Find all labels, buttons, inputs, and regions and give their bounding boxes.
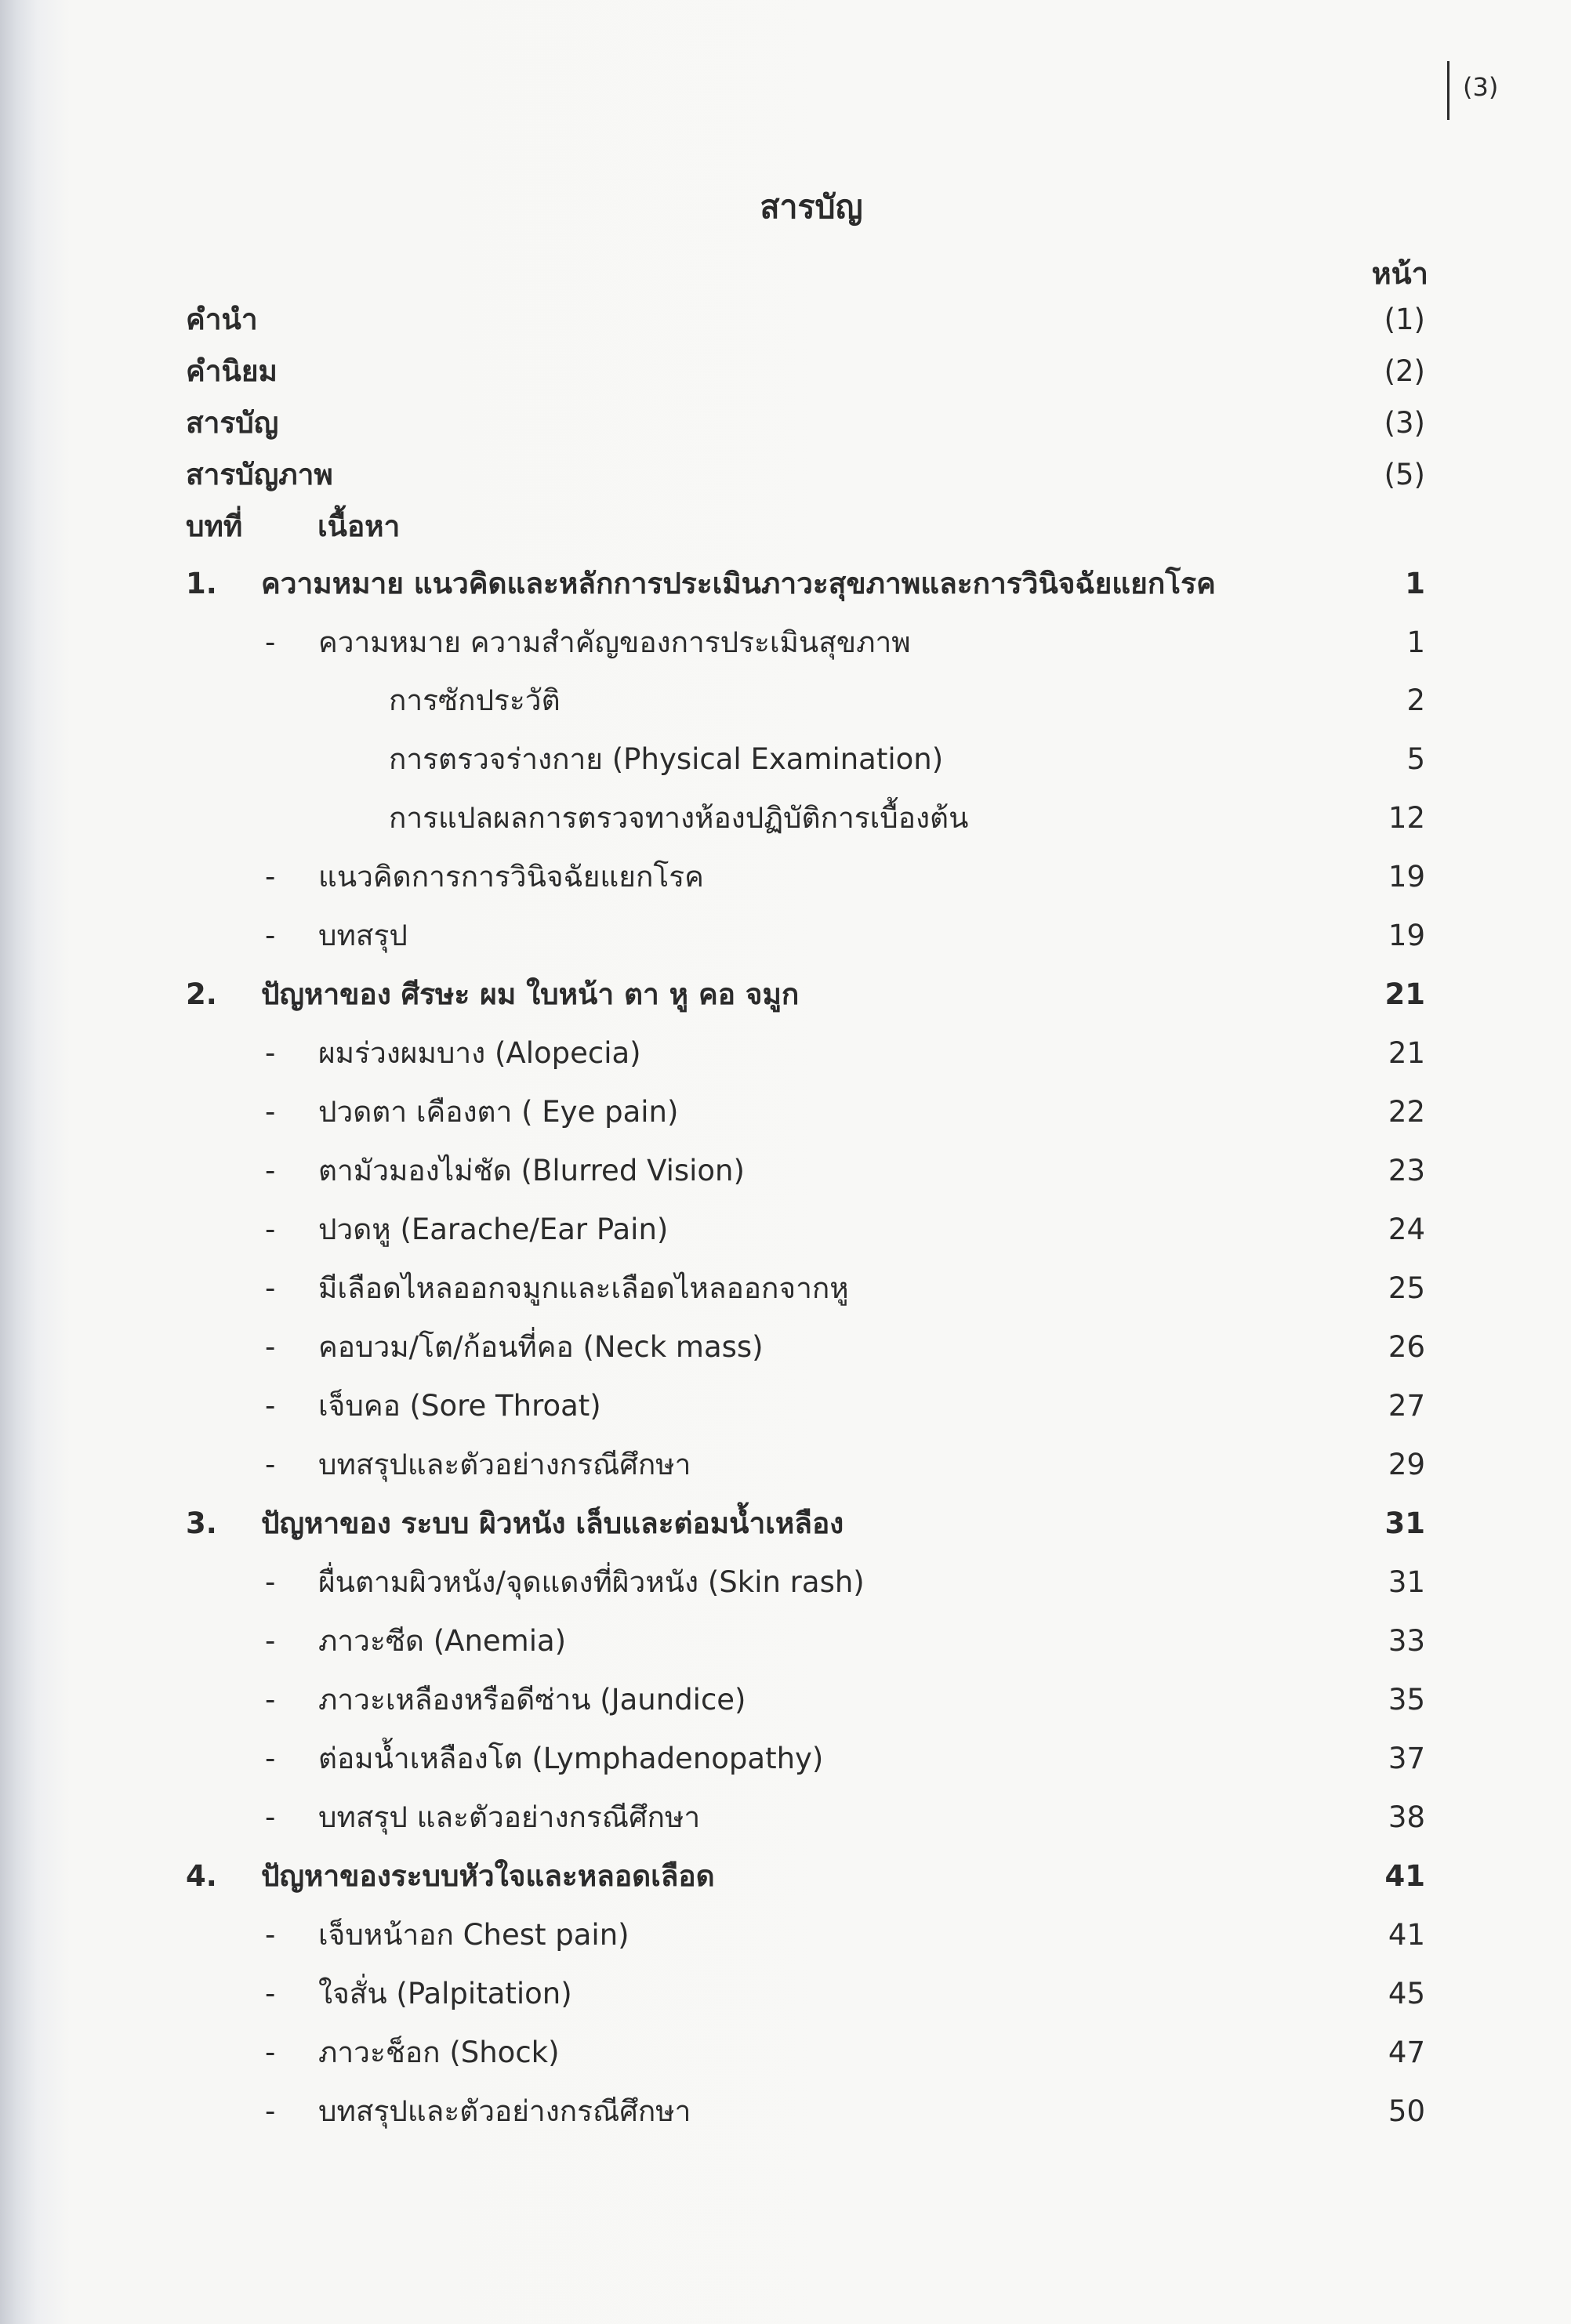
toc-entry-page: 2 [1406,683,1425,717]
toc-entry-page: 19 [1388,919,1425,952]
toc-entry-page: 31 [1384,1506,1425,1540]
toc-sub-row [0,1912,1571,1959]
toc-entry-label: ปัญหาของ ระบบ ผิวหนัง เล็บและต่อมน้ำเหลือง [261,1506,844,1540]
page-number: (3) [1463,72,1499,102]
toc-entry-page: 27 [1388,1389,1425,1423]
toc-entry-label: คอบวม/โต/ก้อนที่คอ (Neck mass) [318,1330,764,1364]
toc-sub-row [0,1147,1571,1195]
toc-entry-page: 37 [1388,1742,1425,1775]
toc-entry-page: 5 [1406,742,1425,776]
toc-entry-page: 31 [1388,1565,1425,1599]
toc-entry-page: 25 [1388,1271,1425,1305]
toc-entry-label: สารบัญภาพ [186,458,333,491]
toc-sub-row [0,1383,1571,1430]
toc-entry-label: ต่อมน้ำเหลืองโต (Lymphadenopathy) [318,1742,824,1775]
toc-entry-label: บทสรุปและตัวอย่างกรณีศึกษา [318,1448,691,1481]
toc-subsub-row [0,677,1571,724]
toc-entry-label: บทสรุปและตัวอย่างกรณีศึกษา [318,2094,691,2128]
toc-sub-row [0,1089,1571,1136]
toc-entry-label: ตามัวมองไม่ชัด (Blurred Vision) [318,1154,745,1187]
toc-chapter-row [0,1500,1571,1547]
toc-sub-row [0,1794,1571,1841]
toc-entry-label: ผมร่วงผมบาง (Alopecia) [318,1036,641,1070]
toc-entry-page: 1 [1405,567,1425,600]
bullet-dash: - [265,1977,276,2010]
toc-entry-page: 45 [1388,1977,1425,2010]
toc-subsub-row [0,795,1571,842]
toc-sub-row [0,1265,1571,1312]
toc-entry-page: 22 [1388,1095,1425,1129]
bullet-dash: - [265,1095,276,1129]
toc-entry-label: ความหมาย แนวคิดและหลักการประเมินภาวะสุขภาพและการวินิจฉัยแยกโรค [261,567,1216,600]
toc-entry-page: 21 [1384,977,1425,1011]
toc-entry-page: 41 [1388,1918,1425,1952]
bullet-dash: - [265,1213,276,1246]
chapter-number: 1. [186,567,217,600]
toc-entry-label: คำนำ [186,303,258,336]
toc-entry-page: 33 [1388,1624,1425,1658]
bullet-dash: - [265,919,276,952]
chapter-number: 3. [186,1506,217,1540]
toc-entry-label: การแปลผลการตรวจทางห้องปฏิบัติการเบื้องต้น [389,801,969,835]
toc-sub-row [0,2088,1571,2135]
toc-sub-row [0,1559,1571,1606]
toc-entry-label: ภาวะเหลืองหรือดีซ่าน (Jaundice) [318,1683,746,1717]
toc-front-row [0,296,1571,343]
toc-entry-page: 23 [1388,1154,1425,1187]
toc-entry-label: เจ็บคอ (Sore Throat) [318,1389,601,1423]
chapter-column-header [0,503,1571,550]
toc-entry-page: (1) [1384,303,1425,336]
toc-front-row [0,348,1571,395]
toc-sub-row [0,2029,1571,2076]
bullet-dash: - [265,1154,276,1187]
toc-sub-row [0,1324,1571,1371]
toc-entry-label: การตรวจร่างกาย (Physical Examination) [389,742,944,776]
toc-entry-label: การซักประวัติ [389,683,561,717]
toc-entry-label: ผื่นตามผิวหนัง/จุดแดงที่ผิวหนัง (Skin rash) [318,1565,865,1599]
toc-entry-label: บทสรุป [318,919,408,952]
bullet-dash: - [265,1800,276,1834]
bullet-dash: - [265,1389,276,1423]
toc-front-row [0,451,1571,499]
toc-entry-page: 21 [1388,1036,1425,1070]
toc-sub-row [0,1735,1571,1782]
toc-entry-page: 19 [1388,860,1425,894]
bullet-dash: - [265,1330,276,1364]
toc-sub-row [0,854,1571,901]
chapter-number: 4. [186,1859,217,1893]
toc-chapter-row [0,1853,1571,1900]
toc-entry-page: 24 [1388,1213,1425,1246]
bullet-dash: - [265,1918,276,1952]
bullet-dash: - [265,1036,276,1070]
toc-entry-label: บทสรุป และตัวอย่างกรณีศึกษา [318,1800,701,1834]
bullet-dash: - [265,1271,276,1305]
toc-entry-page: (2) [1384,354,1425,388]
toc-sub-row [0,1441,1571,1488]
toc-sub-row [0,1971,1571,2018]
toc-entry-label: ปวดหู (Earache/Ear Pain) [318,1213,669,1246]
page-column-header: หน้า [1371,256,1428,291]
toc-sub-row [0,1677,1571,1724]
bullet-dash: - [265,860,276,894]
toc-subsub-row [0,736,1571,783]
page-number-rule [1447,61,1449,120]
toc-entry-label: แนวคิดการการวินิจฉัยแยกโรค [318,860,704,894]
toc-sub-row [0,619,1571,666]
toc-entry-page: (5) [1384,458,1425,491]
toc-entry-page: 12 [1388,801,1425,835]
toc-sub-row [0,1206,1571,1253]
toc-entry-label: ความหมาย ความสำคัญของการประเมินสุขภาพ [318,625,911,659]
toc-entry-page: 35 [1388,1683,1425,1717]
content-header-label: เนื้อหา [317,509,401,543]
toc-entry-page: 26 [1388,1330,1425,1364]
toc-entry-label: ปัญหาของระบบหัวใจและหลอดเลือด [261,1859,715,1893]
toc-entry-label: ภาวะซีด (Anemia) [318,1624,567,1658]
toc-entry-label: ใจสั่น (Palpitation) [318,1977,572,2010]
bullet-dash: - [265,625,276,659]
toc-chapter-row [0,971,1571,1018]
toc-entry-page: 1 [1406,625,1425,659]
bullet-dash: - [265,2036,276,2069]
toc-entry-label: เจ็บหน้าอก Chest pain) [318,1918,629,1952]
toc-entry-page: 29 [1388,1448,1425,1481]
bullet-dash: - [265,2094,276,2128]
toc-front-row [0,400,1571,447]
toc-sub-row [0,1618,1571,1665]
toc-chapter-row [0,560,1571,607]
toc-entry-label: สารบัญ [186,406,279,440]
toc-entry-page: 41 [1384,1859,1425,1893]
toc-sub-row [0,1030,1571,1077]
toc-entry-label: คำนิยม [186,354,278,388]
bullet-dash: - [265,1624,276,1658]
bullet-dash: - [265,1742,276,1775]
toc-sub-row [0,912,1571,959]
bullet-dash: - [265,1565,276,1599]
bullet-dash: - [265,1683,276,1717]
toc-entry-label: มีเลือดไหลออกจมูกและเลือดไหลออกจากหู [318,1271,849,1305]
bullet-dash: - [265,1448,276,1481]
chapter-number: 2. [186,977,217,1011]
toc-title: สารบัญ [760,188,863,226]
toc-entry-page: 38 [1388,1800,1425,1834]
toc-entry-label: ปวดตา เคืองตา ( Eye pain) [318,1095,679,1129]
toc-entry-label: ภาวะช็อก (Shock) [318,2036,560,2069]
toc-entry-page: 47 [1388,2036,1425,2069]
toc-entry-page: 50 [1388,2094,1425,2128]
toc-entry-label: ปัญหาของ ศีรษะ ผม ใบหน้า ตา หู คอ จมูก [261,977,800,1011]
chapter-header-label: บทที่ [186,509,243,543]
toc-entry-page: (3) [1384,406,1425,440]
